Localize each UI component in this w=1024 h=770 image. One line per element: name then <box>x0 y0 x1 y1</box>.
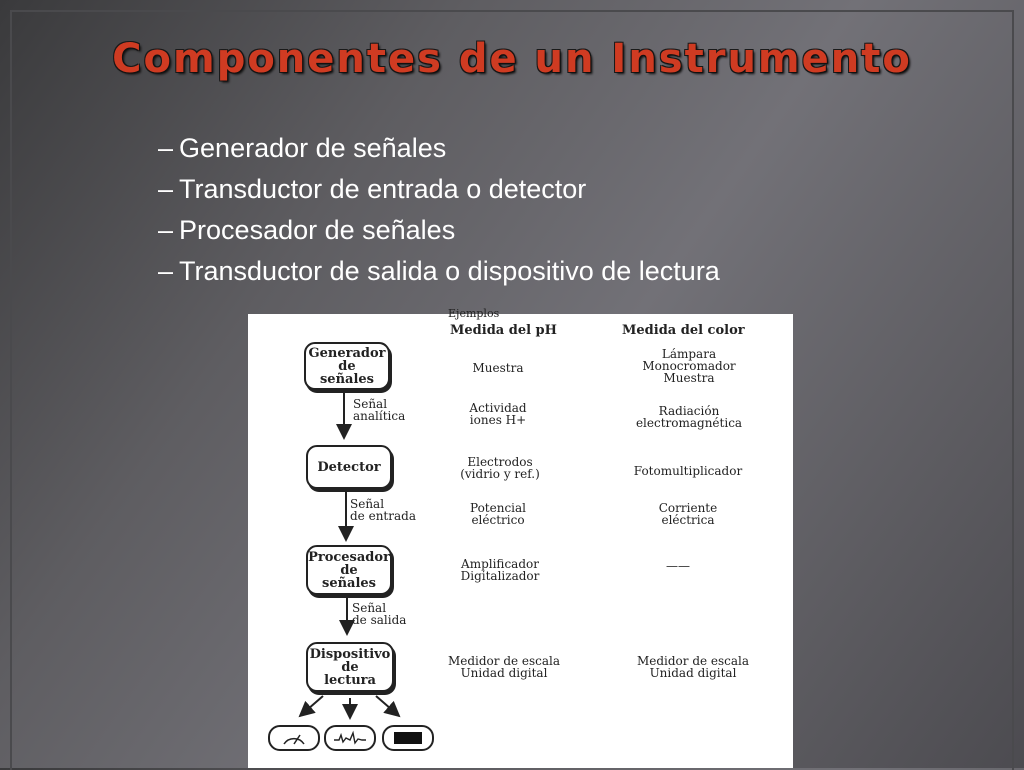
arrow-readout-out-left <box>300 696 323 716</box>
bullet-dash: – <box>158 174 174 204</box>
signal-input-label: Señal de entrada <box>350 497 416 523</box>
bullet-item <box>158 169 720 210</box>
chart-recorder-icon <box>324 725 376 751</box>
column-header-ph: Medida del pH <box>450 323 557 338</box>
examples-label: Ejemplos <box>448 307 500 320</box>
bullet-item <box>158 128 720 169</box>
box-generator: Generador de señales <box>304 342 390 390</box>
ph-cell: Potencial eléctrico <box>469 501 526 527</box>
slide-title: Componentes de un Instrumento <box>112 36 912 82</box>
bullet-text: Transductor de entrada o detector <box>179 174 587 204</box>
arrow-readout-out-right <box>376 696 399 716</box>
box-readout: Dispositivo de lectura <box>306 642 394 692</box>
bullet-text: Transductor de salida o dispositivo de lectura <box>179 256 720 286</box>
bullet-text: Procesador de señales <box>179 215 456 245</box>
ph-cell: Medidor de escala Unidad digital <box>447 654 561 680</box>
instrument-diagram-figure <box>248 307 793 768</box>
bullet-item <box>158 210 720 251</box>
color-cell: —— <box>666 559 690 573</box>
box-detector: Detector <box>306 445 392 489</box>
digital-display-icon <box>382 725 434 751</box>
ph-cell: Actividad iones H+ <box>469 401 527 427</box>
ph-cell: Electrodos (vidrio y ref.) <box>460 455 540 481</box>
color-cell: Medidor de escala Unidad digital <box>636 654 750 680</box>
column-header-color: Medida del color <box>622 323 745 338</box>
color-cell: Corriente eléctrica <box>658 501 718 527</box>
analog-meter-icon <box>268 725 320 751</box>
signal-output-label: Señal de salida <box>352 601 407 627</box>
bullet-dash: – <box>158 256 174 286</box>
color-cell: Fotomultiplicador <box>633 464 743 478</box>
bullet-list <box>158 128 720 292</box>
bullet-text: Generador de señales <box>179 133 447 163</box>
box-processor: Procesador de señales <box>306 545 392 595</box>
ph-cell: Muestra <box>472 361 524 375</box>
color-cell: Lámpara Monocromador Muestra <box>642 347 736 385</box>
signal-analytic-label: Señal analítica <box>353 397 406 423</box>
color-cell: Radiación electromagnética <box>635 404 743 430</box>
bullet-item <box>158 251 720 292</box>
bullet-dash: – <box>158 133 174 163</box>
bullet-dash: – <box>158 215 174 245</box>
ph-cell: Amplificador Digitalizador <box>460 557 540 583</box>
